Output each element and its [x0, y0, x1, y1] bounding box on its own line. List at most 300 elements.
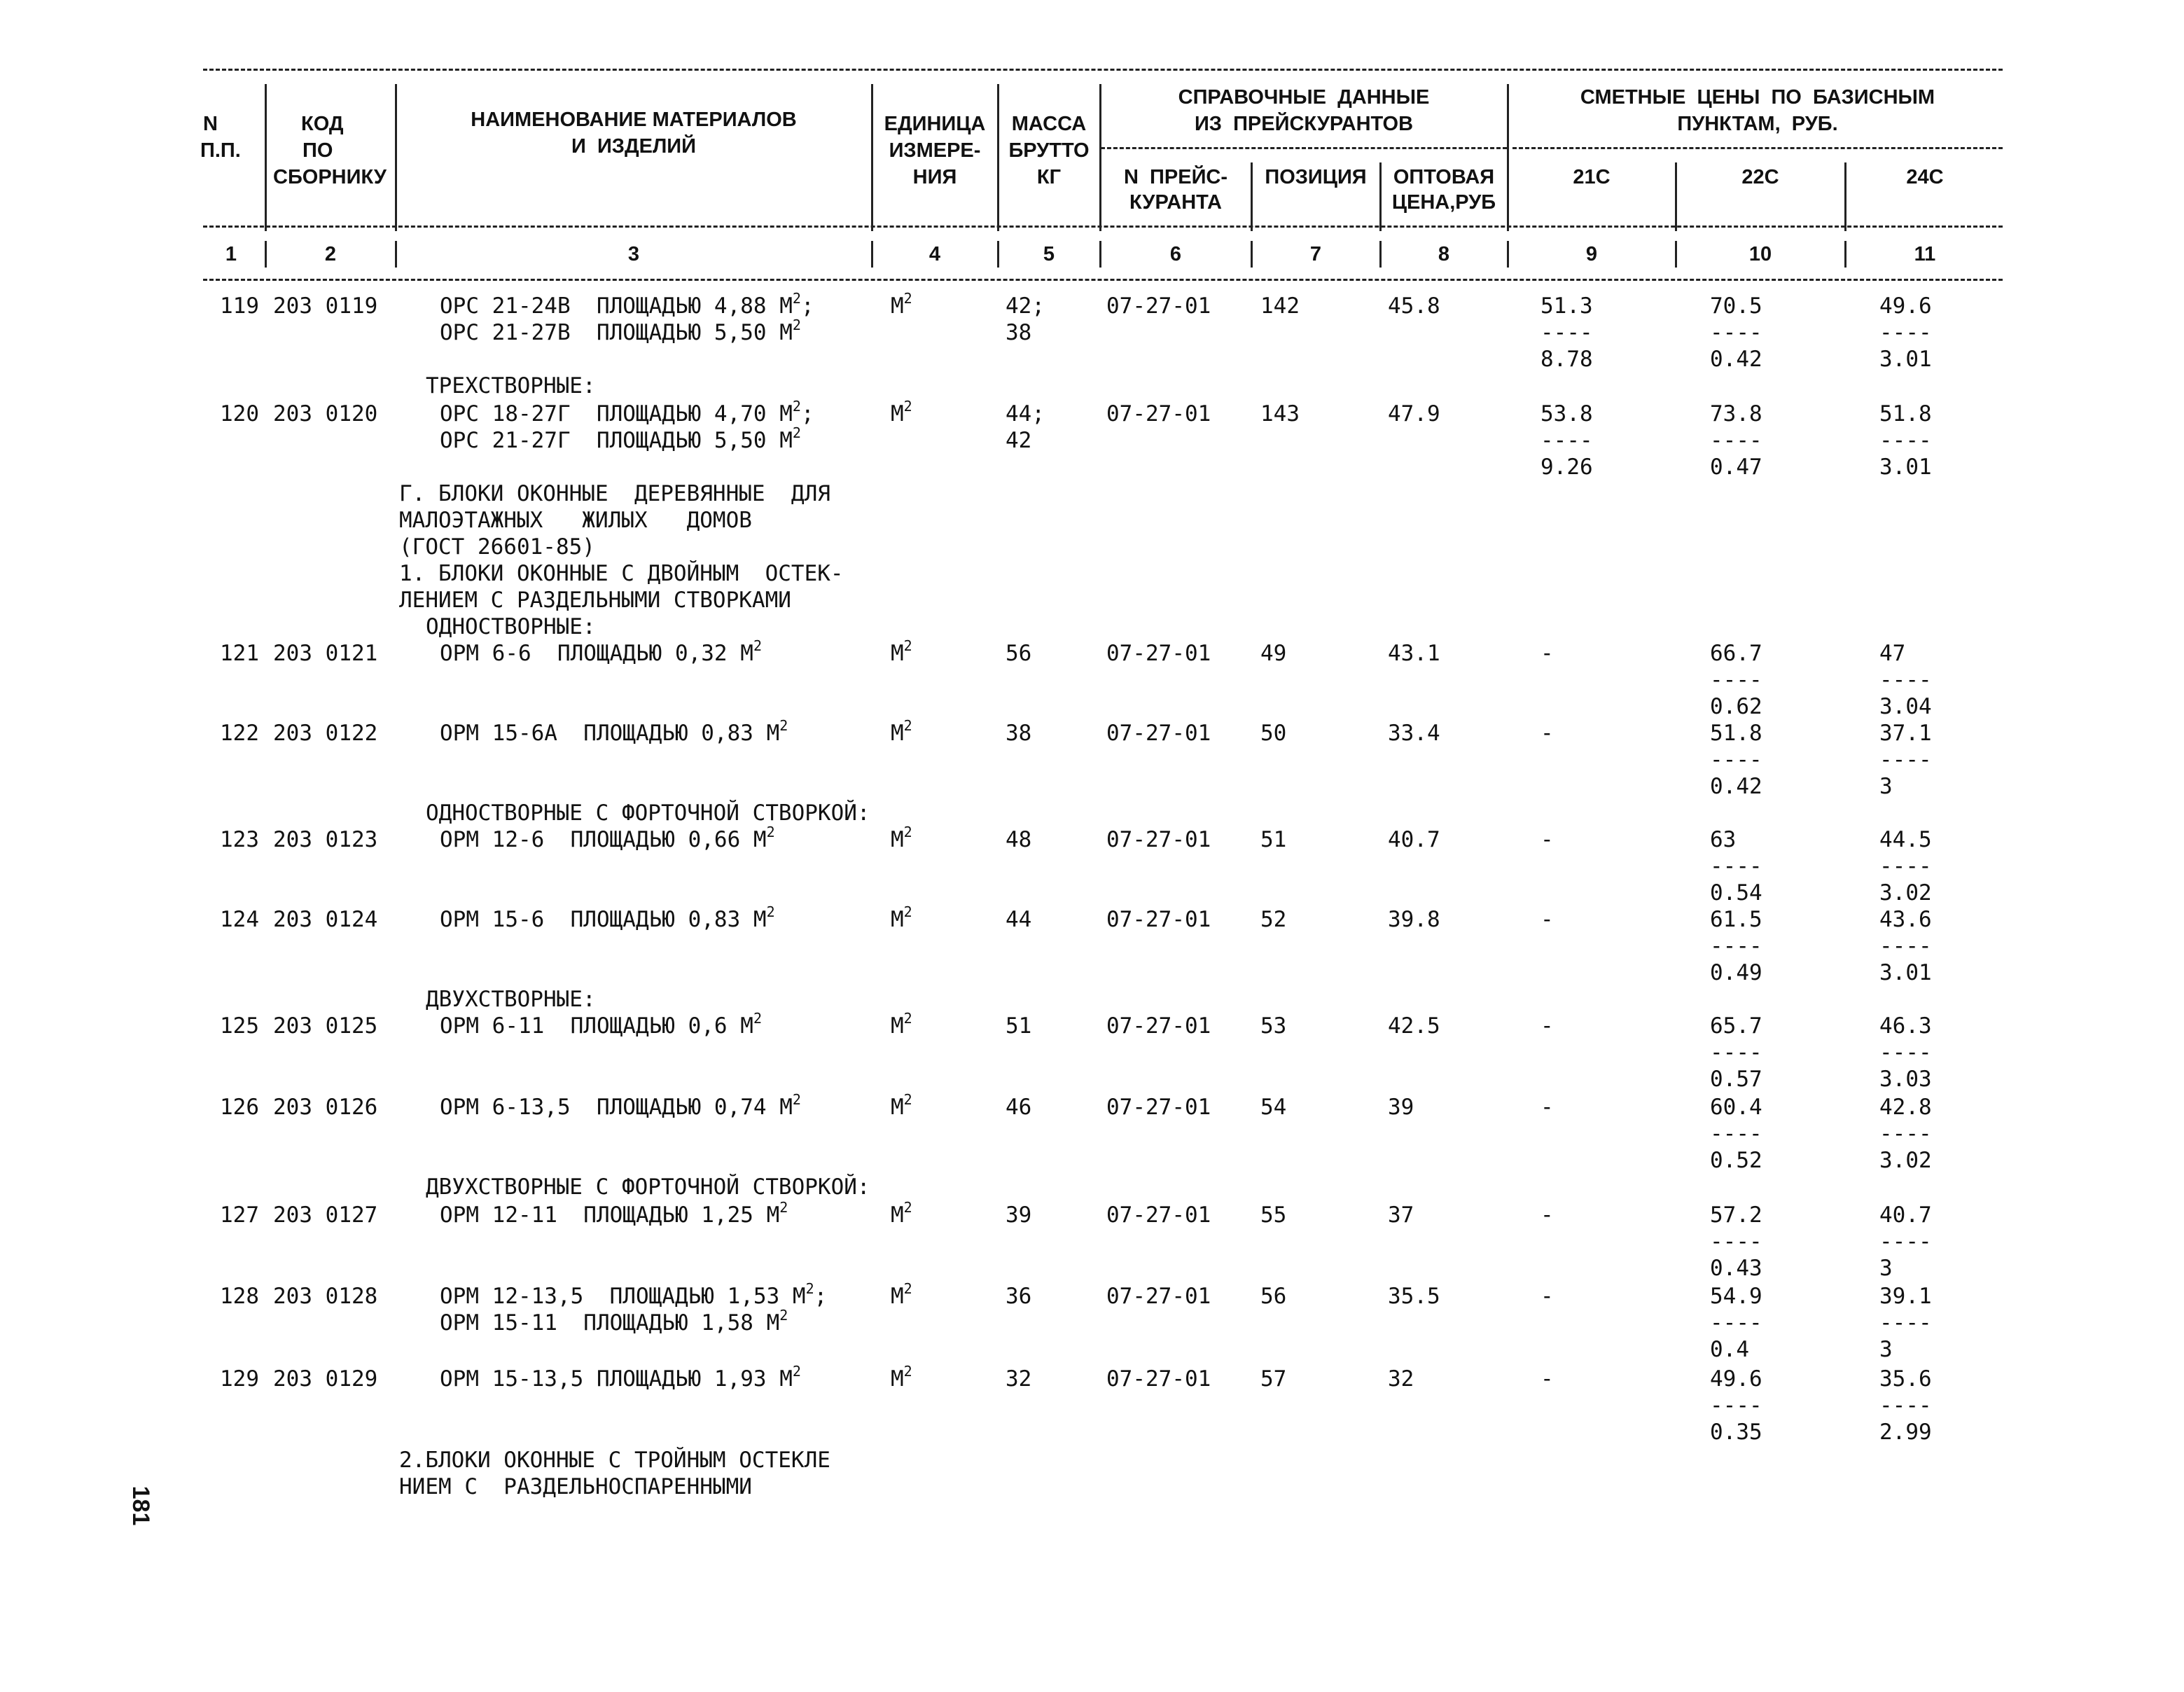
- hdr-est1: СМЕТНЫЕ ЦЕНЫ ПО БАЗИСНЫМ: [1580, 86, 1935, 109]
- row-name: [440, 1280, 828, 1310]
- col-sep: [395, 84, 397, 231]
- text-run: М: [891, 1284, 904, 1309]
- colnum: 5: [1043, 243, 1055, 265]
- row-pricelist: 07-27-01: [1106, 1284, 1211, 1309]
- text-run: М: [891, 721, 904, 746]
- row-name: [440, 826, 775, 853]
- fraction-bar: ----: [1879, 934, 1932, 959]
- fraction-bar: ----: [1540, 428, 1593, 453]
- row-pricelist: 07-27-01: [1106, 401, 1211, 427]
- row-name: [440, 1307, 788, 1336]
- row-name: [440, 1091, 801, 1121]
- hdr-ref1: СПРАВОЧНЫЕ ДАННЫЕ: [1178, 86, 1430, 109]
- row-number: 125: [220, 1013, 259, 1039]
- hdr-num: N: [203, 113, 218, 135]
- hdr-mass2: БРУТТО: [1008, 139, 1090, 162]
- col-sep: [265, 241, 267, 268]
- col-sep: [871, 84, 873, 231]
- superscript: 2: [903, 290, 912, 307]
- section-heading: НИЕМ С РАЗДЕЛЬНОСПАРЕННЫМИ: [399, 1474, 752, 1499]
- superscript: 2: [792, 317, 801, 333]
- col-sep: [395, 241, 397, 268]
- price-24c: 43.6: [1879, 907, 1932, 932]
- text-run: ;: [800, 293, 814, 319]
- text-run: ОРС 21-27В ПЛОЩАДЬЮ 5,50 М: [440, 320, 793, 345]
- col-sep: [997, 84, 999, 231]
- row-mass: 42;: [1006, 293, 1045, 319]
- section-heading: ДВУХСТВОРНЫЕ:: [426, 987, 596, 1012]
- superscript: 2: [753, 1010, 762, 1027]
- row-pricelist: 07-27-01: [1106, 641, 1211, 666]
- page-number: 181: [127, 1485, 154, 1526]
- row-mass: 44: [1006, 907, 1032, 932]
- price-22c-extra: 0.52: [1710, 1148, 1762, 1173]
- fraction-bar: ----: [1710, 428, 1762, 453]
- row-code: 203 0125: [273, 1013, 378, 1039]
- colnum: 8: [1438, 243, 1450, 265]
- price-24c-extra: 3.02: [1879, 880, 1932, 906]
- col-sep: [1675, 241, 1677, 268]
- hdr-pos: ПОЗИЦИЯ: [1265, 166, 1367, 188]
- row-wholesale-price: 40.7: [1388, 827, 1440, 852]
- hdr-unit1: ЕДИНИЦА: [884, 113, 986, 135]
- section-heading: ЛЕНИЕМ С РАЗДЕЛЬНЫМИ СТВОРКАМИ: [399, 588, 791, 613]
- text-run: М: [891, 827, 904, 852]
- row-name: [440, 290, 814, 319]
- row-position: 56: [1260, 1284, 1287, 1309]
- price-21c: -: [1540, 1202, 1554, 1228]
- text-run: М: [891, 1366, 904, 1392]
- section-heading: 2.БЛОКИ ОКОННЫЕ С ТРОЙНЫМ ОСТЕКЛЕ: [399, 1448, 830, 1473]
- text-run: ОРС 21-27Г ПЛОЩАДЬЮ 5,50 М: [440, 428, 793, 453]
- section-heading: ОДНОСТВОРНЫЕ:: [426, 614, 596, 639]
- hdr-est2: ПУНКТАМ, РУБ.: [1677, 113, 1838, 135]
- fraction-bar: ----: [1710, 1121, 1762, 1146]
- col-sep: [1251, 241, 1253, 268]
- price-24c: 47: [1879, 641, 1906, 666]
- row-unit: [891, 1199, 912, 1228]
- price-22c-extra: 0.47: [1710, 455, 1762, 480]
- colnum: 2: [324, 243, 337, 265]
- fraction-bar: ----: [1879, 854, 1932, 879]
- row-position: 53: [1260, 1013, 1287, 1039]
- row-pricelist: 07-27-01: [1106, 1013, 1211, 1039]
- row-wholesale-price: 32: [1388, 1366, 1414, 1392]
- row-number: 122: [220, 721, 259, 746]
- hdr-pk1: N ПРЕЙС-: [1123, 166, 1228, 188]
- row-position: 54: [1260, 1095, 1287, 1120]
- fraction-bar: ----: [1710, 1393, 1762, 1418]
- superscript: 2: [903, 1280, 912, 1297]
- text-run: М: [891, 1013, 904, 1039]
- row-position: 52: [1260, 907, 1287, 932]
- row-number: 126: [220, 1095, 259, 1120]
- row-code: 203 0119: [273, 293, 378, 319]
- price-24c: 37.1: [1879, 721, 1932, 746]
- hdr-code1: КОД: [301, 113, 344, 135]
- section-heading: ДВУХСТВОРНЫЕ С ФОРТОЧНОЙ СТВОРКОЙ:: [426, 1174, 870, 1200]
- row-wholesale-price: 33.4: [1388, 721, 1440, 746]
- row-mass: 38: [1006, 721, 1032, 746]
- price-24c: 35.6: [1879, 1366, 1932, 1392]
- colnum: 7: [1309, 243, 1322, 265]
- price-24c-extra: 2.99: [1879, 1420, 1932, 1445]
- text-run: ОРМ 6-13,5 ПЛОЩАДЬЮ 0,74 М: [440, 1095, 793, 1120]
- hdr-21c: 21С: [1573, 166, 1611, 188]
- price-24c: 46.3: [1879, 1013, 1932, 1039]
- header-mid-rule: [203, 226, 2003, 228]
- col-sep: [1251, 162, 1253, 231]
- superscript: 2: [792, 424, 801, 441]
- fraction-bar: ----: [1879, 1393, 1932, 1418]
- hdr-unit3: НИЯ: [912, 166, 957, 188]
- superscript: 2: [903, 1199, 912, 1216]
- hdr-name1: НАИМЕНОВАНИЕ МАТЕРИАЛОВ: [471, 109, 797, 131]
- hdr-ref2: ИЗ ПРЕЙСКУРАНТОВ: [1194, 113, 1414, 135]
- row-name: [440, 637, 762, 667]
- row-pricelist: 07-27-01: [1106, 1366, 1211, 1392]
- row-mass: 56: [1006, 641, 1032, 666]
- row-code: 203 0124: [273, 907, 378, 932]
- row-code: 203 0127: [273, 1202, 378, 1228]
- price-21c: -: [1540, 721, 1554, 746]
- superscript: 2: [753, 637, 762, 654]
- row-unit: [891, 1010, 912, 1039]
- hdr-24c: 24С: [1906, 166, 1944, 188]
- price-24c-extra: 3.01: [1879, 960, 1932, 985]
- price-24c-extra: 3.01: [1879, 455, 1932, 480]
- hdr-whole1: ОПТОВАЯ: [1393, 166, 1495, 188]
- row-wholesale-price: 45.8: [1388, 293, 1440, 319]
- superscript: 2: [779, 1307, 788, 1324]
- fraction-bar: ----: [1879, 1040, 1932, 1065]
- price-22c-extra: 0.43: [1710, 1256, 1762, 1281]
- col-sep: [1379, 241, 1382, 268]
- hdr-code2: ПО: [302, 139, 333, 162]
- superscript: 2: [903, 1091, 912, 1108]
- superscript: 2: [792, 1363, 801, 1380]
- text-run: ОРС 18-27Г ПЛОЩАДЬЮ 4,70 М: [440, 401, 793, 427]
- row-code: 203 0122: [273, 721, 378, 746]
- row-code: 203 0129: [273, 1366, 378, 1392]
- row-unit: [891, 398, 912, 427]
- price-22c: 54.9: [1710, 1284, 1762, 1309]
- row-code: 203 0121: [273, 641, 378, 666]
- superscript: 2: [766, 903, 775, 920]
- section-heading: 1. БЛОКИ ОКОННЫЕ С ДВОЙНЫМ ОСТЕК-: [399, 561, 844, 586]
- price-22c-extra: 0.62: [1710, 694, 1762, 719]
- text-run: ОРМ 12-11 ПЛОЩАДЬЮ 1,25 М: [440, 1202, 780, 1228]
- text-run: М: [891, 401, 904, 427]
- row-code: 203 0126: [273, 1095, 378, 1120]
- ref-sub-rule: [1101, 147, 1507, 149]
- price-22c-extra: 0.42: [1710, 774, 1762, 799]
- text-run: М: [891, 1202, 904, 1228]
- row-mass: 42: [1006, 428, 1032, 453]
- price-24c-extra: 3.04: [1879, 694, 1932, 719]
- section-heading: ТРЕХСТВОРНЫЕ:: [426, 373, 596, 398]
- price-24c: 44.5: [1879, 827, 1932, 852]
- text-run: М: [891, 641, 904, 666]
- fraction-bar: ----: [1710, 747, 1762, 772]
- row-mass: 36: [1006, 1284, 1032, 1309]
- col-sep: [1099, 241, 1101, 268]
- col-sep: [1844, 162, 1846, 231]
- row-position: 50: [1260, 721, 1287, 746]
- text-run: ОРМ 6-6 ПЛОЩАДЬЮ 0,32 М: [440, 641, 753, 666]
- colnum: 11: [1914, 243, 1936, 265]
- colnum: 1: [225, 243, 237, 265]
- superscript: 2: [903, 1363, 912, 1380]
- text-run: ОРМ 12-6 ПЛОЩАДЬЮ 0,66 М: [440, 827, 767, 852]
- price-24c: 40.7: [1879, 1202, 1932, 1228]
- row-wholesale-price: 35.5: [1388, 1284, 1440, 1309]
- row-mass: 32: [1006, 1366, 1032, 1392]
- fraction-bar: ----: [1879, 320, 1932, 345]
- colnum: 10: [1748, 243, 1772, 265]
- row-position: 49: [1260, 641, 1287, 666]
- hdr-code3: СБОРНИКУ: [273, 166, 387, 188]
- price-21c: -: [1540, 1013, 1554, 1039]
- price-21c: -: [1540, 907, 1554, 932]
- price-24c: 49.6: [1879, 293, 1932, 319]
- row-number: 120: [220, 401, 259, 427]
- price-24c-extra: 3: [1879, 1337, 1893, 1362]
- hdr-name2: И ИЗДЕЛИЙ: [571, 135, 696, 158]
- row-pricelist: 07-27-01: [1106, 721, 1211, 746]
- superscript: 2: [903, 903, 912, 920]
- col-sep: [1675, 162, 1677, 231]
- text-run: ;: [800, 401, 814, 427]
- price-22c-extra: 0.49: [1710, 960, 1762, 985]
- price-22c-extra: 0.4: [1710, 1337, 1749, 1362]
- row-wholesale-price: 37: [1388, 1202, 1414, 1228]
- price-21c: -: [1540, 1095, 1554, 1120]
- row-name: [440, 717, 788, 747]
- row-pricelist: 07-27-01: [1106, 1202, 1211, 1228]
- price-21c-extra: 8.78: [1540, 347, 1593, 372]
- fraction-bar: ----: [1710, 320, 1762, 345]
- superscript: 2: [903, 637, 912, 654]
- hdr-num2: П.П.: [200, 139, 241, 162]
- row-mass: 51: [1006, 1013, 1032, 1039]
- row-wholesale-price: 39: [1388, 1095, 1414, 1120]
- row-position: 57: [1260, 1366, 1287, 1392]
- text-run: ОРМ 15-11 ПЛОЩАДЬЮ 1,58 М: [440, 1310, 780, 1336]
- price-21c: -: [1540, 641, 1554, 666]
- fraction-bar: ----: [1710, 1040, 1762, 1065]
- price-21c: -: [1540, 1284, 1554, 1309]
- colnum: 9: [1585, 243, 1598, 265]
- header-top-rule: [203, 69, 2003, 71]
- hdr-unit2: ИЗМЕРЕ-: [889, 139, 981, 162]
- superscript: 2: [903, 717, 912, 734]
- row-name: [440, 398, 814, 427]
- superscript: 2: [779, 717, 788, 734]
- header-bottom-rule: [203, 279, 2003, 281]
- price-22c: 73.8: [1710, 401, 1762, 427]
- fraction-bar: ----: [1710, 1310, 1762, 1336]
- text-run: М: [891, 1095, 904, 1120]
- price-22c: 66.7: [1710, 641, 1762, 666]
- colnum: 6: [1169, 243, 1182, 265]
- row-code: 203 0128: [273, 1284, 378, 1309]
- price-22c: 49.6: [1710, 1366, 1762, 1392]
- row-unit: [891, 1363, 912, 1392]
- row-name: [440, 903, 775, 933]
- est-sub-rule: [1512, 147, 2003, 149]
- row-position: 142: [1260, 293, 1300, 319]
- col-sep: [997, 241, 999, 268]
- price-24c: 51.8: [1879, 401, 1932, 427]
- colnum: 3: [627, 243, 640, 265]
- price-24c-extra: 3.02: [1879, 1148, 1932, 1173]
- fraction-bar: ----: [1879, 747, 1932, 772]
- col-sep: [871, 241, 873, 268]
- price-24c-extra: 3.01: [1879, 347, 1932, 372]
- section-heading: МАЛОЭТАЖНЫХ ЖИЛЫХ ДОМОВ: [399, 508, 752, 533]
- row-number: 124: [220, 907, 259, 932]
- row-pricelist: 07-27-01: [1106, 907, 1211, 932]
- row-name: [440, 319, 801, 346]
- row-number: 119: [220, 293, 259, 319]
- row-unit: [891, 903, 912, 933]
- hdr-whole2: ЦЕНА,РУБ: [1391, 191, 1496, 214]
- row-pricelist: 07-27-01: [1106, 293, 1211, 319]
- row-unit: [891, 637, 912, 667]
- fraction-bar: ----: [1710, 1229, 1762, 1254]
- row-wholesale-price: 43.1: [1388, 641, 1440, 666]
- row-code: 203 0120: [273, 401, 378, 427]
- superscript: 2: [792, 1091, 801, 1108]
- text-run: ;: [814, 1284, 828, 1309]
- text-run: М: [891, 293, 904, 319]
- row-name: [440, 1363, 801, 1392]
- fraction-bar: ----: [1879, 1121, 1932, 1146]
- price-24c: 39.1: [1879, 1284, 1932, 1309]
- superscript: 2: [792, 398, 801, 415]
- colnum: 4: [928, 243, 941, 265]
- row-pricelist: 07-27-01: [1106, 827, 1211, 852]
- section-heading: ОДНОСТВОРНЫЕ С ФОРТОЧНОЙ СТВОРКОЙ:: [426, 800, 870, 826]
- text-run: М: [891, 907, 904, 932]
- row-mass: 48: [1006, 827, 1032, 852]
- row-unit: [891, 1091, 912, 1121]
- text-run: ОРС 21-24В ПЛОЩАДЬЮ 4,88 М: [440, 293, 793, 319]
- text-run: ОРМ 15-13,5 ПЛОЩАДЬЮ 1,93 М: [440, 1366, 793, 1392]
- row-name: [440, 1199, 788, 1228]
- row-unit: [891, 1280, 912, 1310]
- price-21c: -: [1540, 1366, 1554, 1392]
- row-wholesale-price: 39.8: [1388, 907, 1440, 932]
- row-mass: 46: [1006, 1095, 1032, 1120]
- superscript: 2: [903, 398, 912, 415]
- hdr-pk2: КУРАНТА: [1129, 191, 1222, 214]
- price-22c-extra: 0.42: [1710, 347, 1762, 372]
- hdr-22c: 22С: [1741, 166, 1779, 188]
- section-heading: Г. БЛОКИ ОКОННЫЕ ДЕРЕВЯННЫЕ ДЛЯ: [399, 481, 830, 506]
- row-unit: [891, 826, 912, 853]
- fraction-bar: ----: [1879, 667, 1932, 693]
- row-number: 121: [220, 641, 259, 666]
- col-sep: [1507, 84, 1509, 231]
- text-run: ОРМ 12-13,5 ПЛОЩАДЬЮ 1,53 М: [440, 1284, 806, 1309]
- price-21c: -: [1540, 827, 1554, 852]
- fraction-bar: ----: [1710, 854, 1762, 879]
- price-22c-extra: 0.35: [1710, 1420, 1762, 1445]
- row-wholesale-price: 47.9: [1388, 401, 1440, 427]
- section-heading: (ГОСТ 26601-85): [399, 534, 595, 560]
- row-number: 123: [220, 827, 259, 852]
- price-22c: 61.5: [1710, 907, 1762, 932]
- row-unit: [891, 717, 912, 747]
- price-22c-extra: 0.57: [1710, 1067, 1762, 1092]
- row-number: 128: [220, 1284, 259, 1309]
- fraction-bar: ----: [1710, 667, 1762, 693]
- hdr-mass3: КГ: [1036, 166, 1062, 188]
- row-wholesale-price: 42.5: [1388, 1013, 1440, 1039]
- col-sep: [1379, 162, 1382, 231]
- fraction-bar: ----: [1879, 1310, 1932, 1336]
- text-run: ОРМ 6-11 ПЛОЩАДЬЮ 0,6 М: [440, 1013, 753, 1039]
- superscript: 2: [779, 1199, 788, 1216]
- superscript: 2: [805, 1280, 814, 1297]
- row-mass: 39: [1006, 1202, 1032, 1228]
- fraction-bar: ----: [1540, 320, 1593, 345]
- fraction-bar: ----: [1879, 1229, 1932, 1254]
- superscript: 2: [903, 1010, 912, 1027]
- price-24c-extra: 3: [1879, 774, 1893, 799]
- row-code: 203 0123: [273, 827, 378, 852]
- text-run: ОРМ 15-6А ПЛОЩАДЬЮ 0,83 М: [440, 721, 780, 746]
- price-24c: 42.8: [1879, 1095, 1932, 1120]
- price-24c-extra: 3: [1879, 1256, 1893, 1281]
- hdr-mass1: МАССА: [1011, 113, 1087, 135]
- fraction-bar: ----: [1879, 428, 1932, 453]
- fraction-bar: ----: [1710, 934, 1762, 959]
- price-21c: 51.3: [1540, 293, 1593, 319]
- price-22c: 51.8: [1710, 721, 1762, 746]
- price-24c-extra: 3.03: [1879, 1067, 1932, 1092]
- row-mass: 44;: [1006, 401, 1045, 427]
- superscript: 2: [903, 824, 912, 840]
- row-position: 143: [1260, 401, 1300, 427]
- col-sep: [1507, 241, 1509, 268]
- price-22c: 60.4: [1710, 1095, 1762, 1120]
- price-22c-extra: 0.54: [1710, 880, 1762, 906]
- row-pricelist: 07-27-01: [1106, 1095, 1211, 1120]
- row-number: 129: [220, 1366, 259, 1392]
- col-sep: [1844, 241, 1846, 268]
- price-21c-extra: 9.26: [1540, 455, 1593, 480]
- price-22c: 70.5: [1710, 293, 1762, 319]
- row-name: [440, 1010, 762, 1039]
- row-position: 55: [1260, 1202, 1287, 1228]
- col-sep: [265, 84, 267, 231]
- row-number: 127: [220, 1202, 259, 1228]
- row-name: [440, 424, 801, 454]
- row-position: 51: [1260, 827, 1287, 852]
- price-22c: 63: [1710, 827, 1737, 852]
- price-21c: 53.8: [1540, 401, 1593, 427]
- superscript: 2: [792, 290, 801, 307]
- superscript: 2: [766, 824, 775, 840]
- price-22c: 57.2: [1710, 1202, 1762, 1228]
- row-mass: 38: [1006, 320, 1032, 345]
- row-unit: [891, 290, 912, 319]
- text-run: ОРМ 15-6 ПЛОЩАДЬЮ 0,83 М: [440, 907, 767, 932]
- price-22c: 65.7: [1710, 1013, 1762, 1039]
